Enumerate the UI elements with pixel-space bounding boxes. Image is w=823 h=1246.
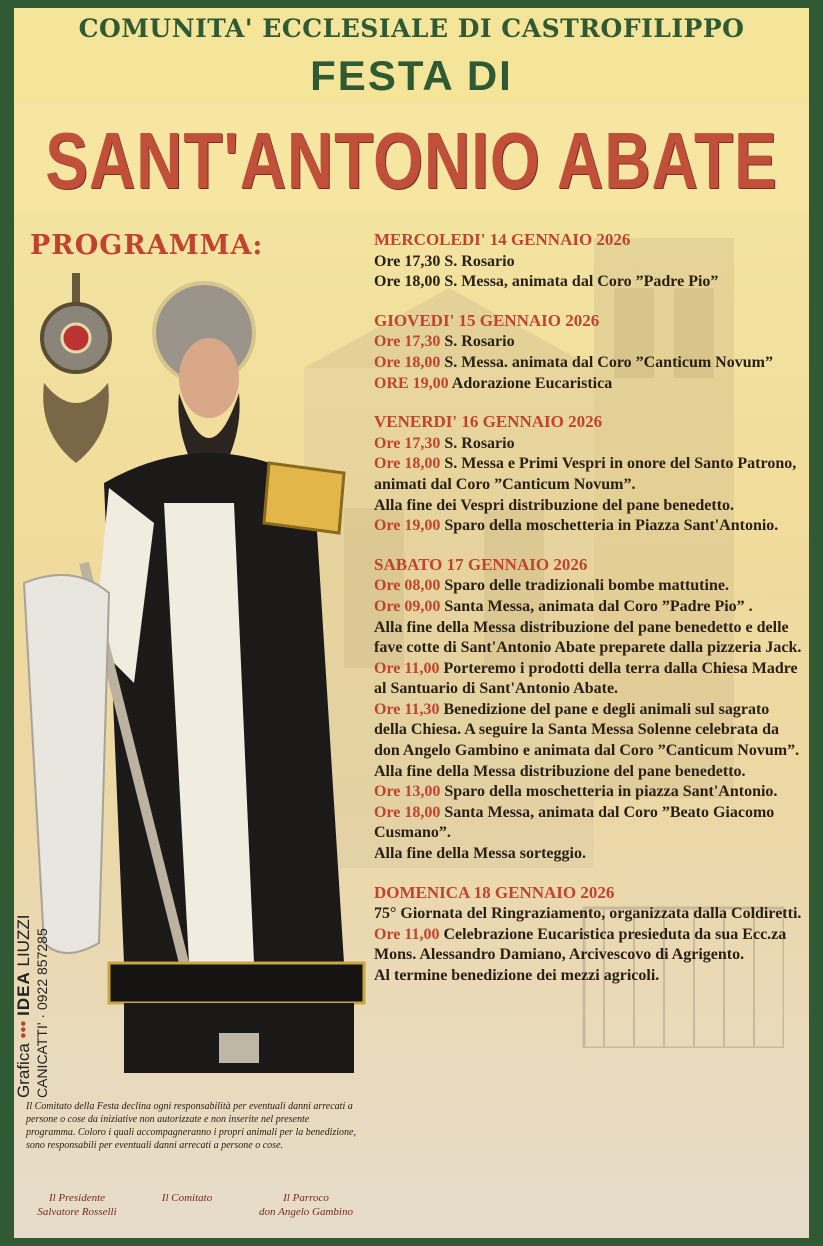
- schedule-line: [374, 597, 806, 618]
- schedule-text: Celebrazione Eucaristica presieduta da sua Ecc.za Mons. Alessandro Damiano, Arcivescovo di Agrigento.: [374, 925, 787, 964]
- schedule-line: [374, 252, 806, 273]
- signature-priest: [246, 1191, 366, 1219]
- president-name: Salvatore Rosselli: [37, 1206, 117, 1218]
- schedule-text: 75° Giornata del Ringraziamento, organizzata dalla Coldiretti.: [374, 905, 802, 923]
- schedule-text: Al termine benedizione dei mezzi agricoli.: [374, 967, 660, 984]
- credit-grafica: Grafica: [14, 1043, 33, 1098]
- schedule-line: [374, 659, 806, 700]
- schedule-time: Ore 17,30: [374, 333, 441, 351]
- schedule-time: Ore 18,00: [374, 353, 441, 371]
- schedule-text: Ore 18,00 S. Messa, animata dal Coro ”Padre Pio”: [374, 273, 719, 291]
- schedule-time: ORE 19,00: [374, 374, 449, 392]
- poster: [14, 8, 809, 1238]
- priest-name: don Angelo Gambino: [259, 1206, 353, 1218]
- schedule-text: Sparo della moschetteria in piazza Sant'Antonio.: [440, 783, 778, 801]
- schedule-text: Sparo della moschetteria in Piazza Sant'Antonio.: [440, 517, 779, 535]
- day-block: [374, 230, 806, 293]
- schedule-text: S. Rosario: [440, 434, 515, 452]
- credit-phone: 0922 857285: [34, 928, 50, 1011]
- community-title: COMUNITA' ECCLESIALE DI CASTROFILIPPO: [78, 14, 745, 43]
- schedule-line: [374, 782, 806, 803]
- schedule-text: Adorazione Eucaristica: [448, 374, 613, 392]
- schedule-time: Ore 11,00: [374, 925, 440, 943]
- schedule-text: Alla fine della Messa distribuzione del pane benedetto.: [374, 762, 746, 780]
- signature-president: [22, 1191, 132, 1219]
- saint-statue-illustration: [14, 263, 374, 1083]
- schedule-time: Ore 08,00: [374, 577, 441, 595]
- day-title: SABATO 17 GENNAIO 2026: [374, 554, 588, 574]
- schedule-line: [374, 374, 806, 395]
- saint-title: SANT'ANTONIO ABATE: [45, 115, 778, 206]
- schedule-line: [374, 576, 806, 597]
- festa-title: FESTA DI: [310, 52, 513, 99]
- schedule-line: [374, 844, 806, 865]
- schedule-text: Alla fine della Messa distribuzione del pane benedetto e delle fave cotte di Sant'Antonio Abate preparete dalla pizzeria Jack.: [374, 618, 802, 657]
- schedule-line: [374, 272, 806, 293]
- programma-heading: PROGRAMMA:: [30, 230, 264, 261]
- credit-liuzzi: LIUZZI: [14, 914, 33, 967]
- schedule-time: Ore 18,00: [374, 803, 441, 821]
- schedule-text: S. Messa. animata dal Coro ”Canticum Novum”: [440, 353, 773, 371]
- disclaimer-text: Il Comitato della Festa declina ogni responsabilità per eventuali danni arrecati a persone o cose da iniziative non autorizzate e non inserite nel presente programma. Coloro i quali accompagneranno i propri animali per la benedizione, sono responsabili per eventuali danni arrecati a persone o cose.: [26, 1101, 356, 1151]
- credit-city: CANICATTI': [34, 1022, 50, 1098]
- schedule-time: Ore 09,00: [374, 597, 441, 615]
- schedule-text: Benedizione del pane e degli animali sul sagrato della Chiesa. A seguire la Santa Messa Solenne celebrata da don Angelo Gambino e animata dal Coro ”Canticum Novum”.: [374, 700, 800, 760]
- schedule-line: [374, 353, 806, 374]
- day-title: GIOVEDI' 15 GENNAIO 2026: [374, 310, 600, 330]
- schedule-line: [374, 904, 806, 925]
- schedule-text: Santa Messa, animata dal Coro ”Beato Giacomo Cusmano”.: [374, 803, 775, 842]
- day-block: [374, 883, 806, 987]
- schedule-time: Ore 19,00: [374, 517, 441, 535]
- schedule-line: [374, 803, 806, 844]
- schedule-time: Ore 11,00: [374, 659, 440, 677]
- schedule-list: [374, 230, 806, 987]
- schedule-text: S. Messa e Primi Vespri in onore del Santo Patrono, animati dal Coro ”Canticum Novum”.: [374, 455, 797, 493]
- priest-role: Il Parroco: [283, 1192, 329, 1204]
- schedule-line: [374, 516, 806, 537]
- graphic-credit: Grafica ••• IDEA LIUZZI CANICATTI' · 0922 857285: [14, 914, 50, 1098]
- schedule-line: [374, 762, 806, 783]
- schedule-line: [374, 925, 806, 966]
- schedule-line: [374, 700, 806, 762]
- schedule-line: [374, 454, 806, 495]
- schedule-text: Alla fine dei Vespri distribuzione del pane benedetto.: [374, 496, 735, 514]
- day-title: MERCOLEDI' 14 GENNAIO 2026: [374, 230, 631, 249]
- schedule-text: S. Rosario: [440, 333, 515, 351]
- schedule-line: [374, 332, 806, 353]
- schedule-text: Sparo delle tradizionali bombe mattutine.: [440, 577, 729, 595]
- day-block: [374, 412, 806, 537]
- schedule-text: Alla fine della Messa sorteggio.: [374, 845, 586, 863]
- schedule-time: Ore 11,30: [374, 700, 440, 718]
- day-title: DOMENICA 18 GENNAIO 2026: [374, 882, 615, 902]
- schedule-line: [374, 966, 806, 987]
- schedule-time: Ore 18,00: [374, 455, 441, 473]
- president-role: Il Presidente: [48, 1192, 106, 1204]
- schedule-line: [374, 496, 806, 517]
- schedule-text: Ore 17,30 S. Rosario: [374, 252, 515, 270]
- schedule-line: [374, 434, 806, 455]
- schedule-text: Porteremo i prodotti della terra dalla Chiesa Madre al Santuario di Sant'Antonio Abate.: [374, 659, 798, 698]
- schedule-time: Ore 13,00: [374, 783, 441, 801]
- committee-label: Il Comitato: [161, 1192, 213, 1204]
- day-block: [374, 311, 806, 394]
- credit-idea: IDEA: [14, 971, 33, 1016]
- day-title: VENERDI' 16 GENNAIO 2026: [374, 412, 603, 432]
- reliquary-icon: [42, 273, 110, 463]
- credit-dots-icon: •••: [14, 1020, 33, 1039]
- schedule-line: [374, 618, 806, 659]
- day-block: [374, 555, 806, 865]
- schedule-text: Santa Messa, animata dal Coro ”Padre Pio” .: [440, 597, 753, 615]
- signature-committee: [142, 1191, 232, 1205]
- schedule-time: Ore 17,30: [374, 434, 441, 452]
